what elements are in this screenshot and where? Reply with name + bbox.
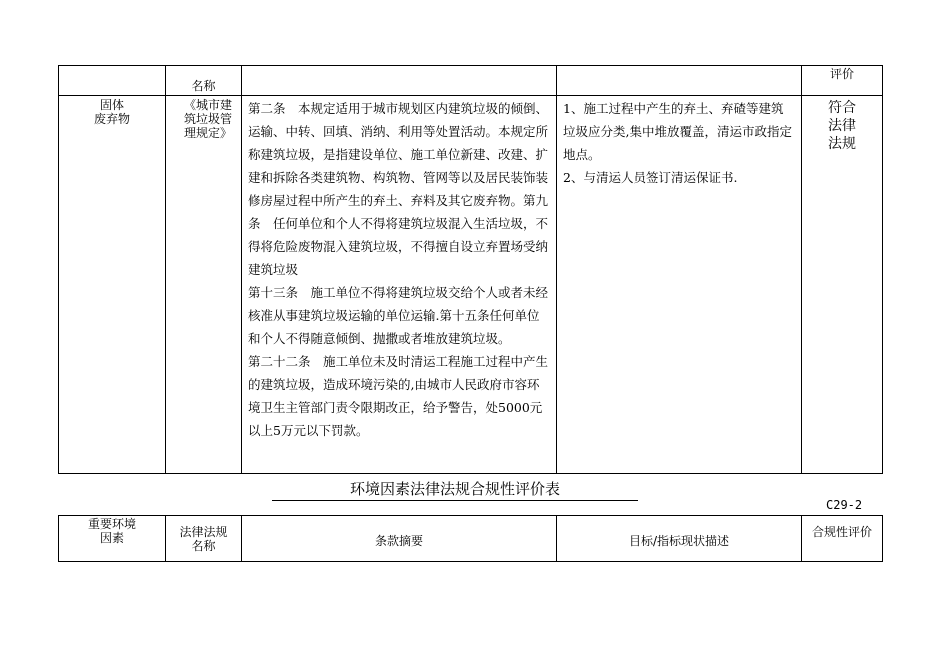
evaluation-cell: 符合 法律 法规	[802, 96, 883, 474]
header-clause-summary: 条款摘要	[242, 516, 557, 562]
clause-paragraph: 第二十二条 施工单位未及时清运工程施工过程中产生的建筑垃圾，造成环境污染的,由城市人民政府市容环境卫生主管部门责令限期改正，给予警告，处5000元以上5万元以下罚款。	[248, 354, 549, 438]
header-row-continued	[59, 66, 883, 96]
header-row	[59, 516, 883, 562]
header-law-name: 法律法规 名称	[166, 516, 242, 562]
category-cell: 固体 废弃物	[59, 96, 166, 474]
page-title: 环境因素法律法规合规性评价表	[272, 479, 638, 501]
header-env-factor: 重要环境 因素	[59, 516, 166, 562]
form-code: C29-2	[826, 498, 863, 512]
bottom-table	[58, 515, 883, 562]
clause-cell	[242, 96, 557, 474]
header-compliance-eval: 合规性评价	[802, 516, 883, 562]
law-name-cell: 《城市建筑垃圾管理规定》	[166, 96, 242, 474]
header-cell-empty	[242, 66, 557, 96]
target-item: 2、与清运人员签订清运保证书.	[563, 170, 738, 185]
header-eval: 评价	[802, 66, 883, 96]
top-table	[58, 65, 883, 474]
target-item: 1、施工过程中产生的弃土、弃碴等建筑垃圾应分类,集中堆放覆盖，清运市政指定地点。	[563, 101, 792, 162]
header-cell-empty	[557, 66, 802, 96]
target-cell	[557, 96, 802, 474]
header-target-status: 目标/指标现状描述	[557, 516, 802, 562]
clause-paragraph: 第二条 本规定适用于城市规划区内建筑垃圾的倾倒、运输、中转、回填、消纳、利用等处置活动。本规定所称建筑垃圾，是指建设单位、施工单位新建、改建、扩建和拆除各类建筑物、构筑物、管网等以及居民装饰装修房屋过程中所产生的弃土、弃料及其它废弃物。第九条 任何单位和个人不得将建筑垃圾混入生活垃圾，不得将危险废物混入建筑垃圾，不得擅自设立弃置场受纳建筑垃圾	[248, 101, 549, 277]
header-cell-empty	[59, 66, 166, 96]
clause-paragraph: 第十三条 施工单位不得将建筑垃圾交给个人或者未经核准从事建筑垃圾运输的单位运输.第十五条任何单位和个人不得随意倾倒、抛撒或者堆放建筑垃圾。	[248, 285, 549, 346]
table-row	[59, 96, 883, 474]
header-law-name: 名称	[166, 66, 242, 96]
